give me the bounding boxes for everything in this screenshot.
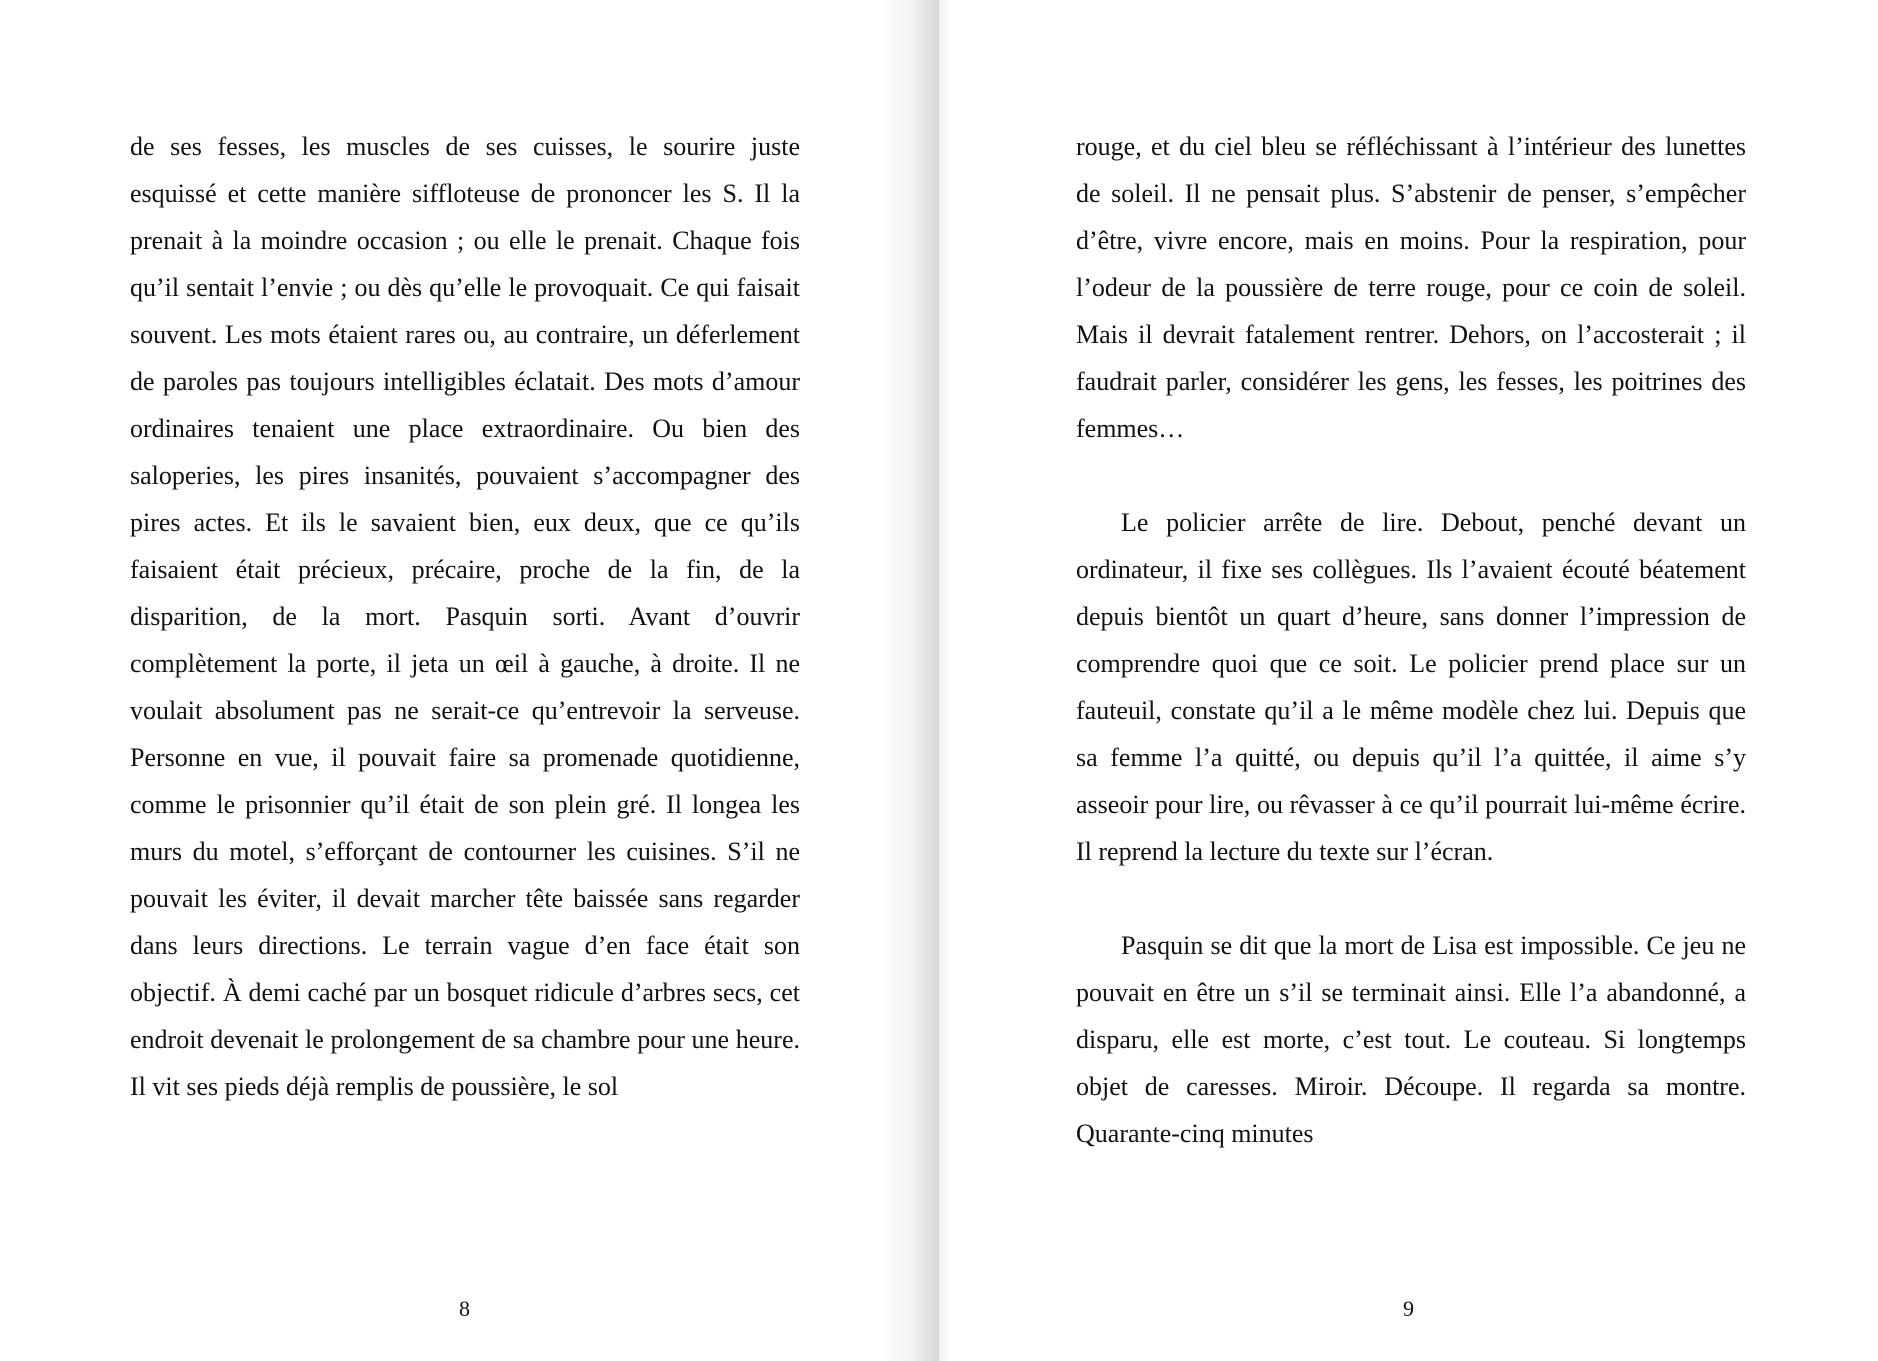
right-paragraph-3: Pasquin se dit que la mort de Lisa est impossible. Ce jeu ne pouvait en être un s’il se terminait ainsi. Elle l’a abandonné, a disparu, elle est morte, c’est tout. Le couteau. Si longtemps objet de caresses. Miroir. Découpe. Il regarda sa montre. Quarante-cinq minutes xyxy=(1076,931,1746,1148)
right-page-number: 9 xyxy=(1403,1296,1414,1321)
left-page-number: 8 xyxy=(459,1296,470,1321)
gutter-shadow-right xyxy=(939,0,951,1361)
right-paragraph-2: Le policier arrête de lire. Debout, penché devant un ordinateur, il fixe ses collègues. Ils l’avaient écouté béatement depuis bientôt un quart d’heure, sans donner l’impression de comprendre quoi que ce soit. Le policier prend place sur un fauteuil, constate qu’il a le même modèle chez lui. Depuis que sa femme l’a quitté, ou depuis qu’il l’a quittée, il aime s’y asseoir pour lire, ou rêvasser à ce qu’il pourrait lui-même écrire. Il reprend la lecture du texte sur l’écran. xyxy=(1076,508,1746,866)
gutter-shadow xyxy=(879,0,939,1361)
left-page-text xyxy=(130,123,800,1110)
right-page-text xyxy=(1076,123,1746,1157)
right-page xyxy=(939,0,1878,1361)
left-paragraph-1: de ses fesses, les muscles de ses cuisses, le sourire juste esquissé et cette manière siffloteuse de prononcer les S. Il la prenait à la moindre occasion ; ou elle le prenait. Chaque fois qu’il sentait l’envie ; ou dès qu’elle le provoquait. Ce qui faisait souvent. Les mots étaient rares ou, au contraire, un déferlement de paroles pas toujours intelligibles éclatait. Des mots d’amour ordinaires tenaient une place extraordinaire. Ou bien des saloperies, les pires insanités, pouvaient s’accompagner des pires actes. Et ils le savaient bien, eux deux, que ce qu’ils faisaient était précieux, précaire, proche de la fin, de la disparition, de la mort. Pasquin sorti. Avant d’ouvrir complètement la porte, il jeta un œil à gauche, à droite. Il ne voulait absolument pas ne serait-ce qu’entrevoir la serveuse. Personne en vue, il pouvait faire sa promenade quotidienne, comme le prisonnier qu’il était de son plein gré. Il longea les murs du motel, s’efforçant de contourner les cuisines. S’il ne pouvait les éviter, il devait marcher tête baissée sans regarder dans leurs directions. Le terrain vague d’en face était son objectif. À demi caché par un bosquet ridicule d’arbres secs, cet endroit devenait le prolongement de sa chambre pour une heure. Il vit ses pieds déjà remplis de poussière, le sol xyxy=(130,132,800,1101)
right-paragraph-1: rouge, et du ciel bleu se réfléchissant à l’intérieur des lunettes de soleil. Il ne pensait plus. S’abstenir de penser, s’empêcher d’être, vivre encore, mais en moins. Pour la respiration, pour l’odeur de la poussière de terre rouge, pour ce coin de soleil. Mais il devrait fatalement rentrer. Dehors, on l’accosterait ; il faudrait parler, considérer les gens, les fesses, les poitrines des femmes… xyxy=(1076,132,1746,443)
